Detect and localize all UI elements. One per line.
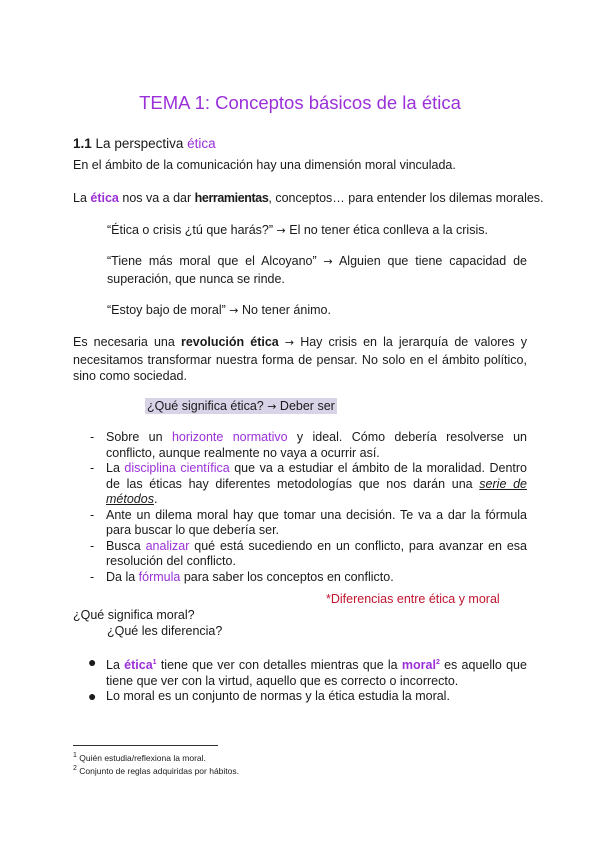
list-item xyxy=(73,539,527,570)
underlined-term: serie de métodos xyxy=(106,476,527,506)
section-heading xyxy=(73,136,216,152)
footnote-number: 1 xyxy=(73,752,77,759)
highlighted-term: analizar xyxy=(145,538,190,553)
text-span: Da la xyxy=(106,569,136,584)
quote-1 xyxy=(107,222,488,239)
section-highlight: ética xyxy=(187,136,216,151)
paragraph-3 xyxy=(73,334,527,385)
arrow-icon: → xyxy=(276,224,286,237)
footnote-2 xyxy=(73,763,239,777)
question-answer: Deber ser xyxy=(279,399,335,413)
list-item xyxy=(73,655,527,689)
question-etica xyxy=(145,398,337,415)
paragraph-1: En el ámbito de la comunicación hay una dimensión moral vinculada. xyxy=(73,158,456,172)
keyword-moral: moral xyxy=(401,658,436,673)
text-span: y ideal. Cómo debería resolverse un conflicto, aunque realmente no vaya a ocurrir así. xyxy=(106,430,528,460)
text-span: Ante un dilema moral hay que tomar una decisión. Te va a dar la fórmula para buscar lo que debería ser. xyxy=(106,507,527,537)
section-number: 1.1 xyxy=(73,136,92,151)
keyword-herramientas: herramientas xyxy=(194,191,269,205)
quote-explanation: Alguien que tiene capacidad de superación, que nunca se rinde. xyxy=(107,254,527,286)
quote-2 xyxy=(107,253,527,287)
arrow-icon: → xyxy=(267,400,277,413)
footnote-text: Conjunto de reglas adquiridas por hábitos. xyxy=(79,765,239,776)
footnote-1 xyxy=(73,750,206,764)
dash-bullet: - xyxy=(90,538,95,553)
page-title: TEMA 1: Conceptos básicos de la ética xyxy=(139,92,461,113)
quote-3 xyxy=(107,302,331,319)
arrow-icon: → xyxy=(284,336,295,349)
dot-bullet: ● xyxy=(88,654,97,670)
text-span: nos va a dar xyxy=(122,191,192,205)
list-item xyxy=(73,689,527,705)
keyword-etica: ética xyxy=(90,191,119,205)
text-span: La xyxy=(106,461,120,475)
quote-explanation: El no tener ética conlleva a la crisis. xyxy=(289,223,488,237)
list-item xyxy=(73,430,527,461)
arrow-icon: → xyxy=(229,304,239,317)
quote-text: “Tiene más moral que el Alcoyano” xyxy=(107,254,317,268)
keyword-etica: ética xyxy=(124,658,153,673)
footnote-text: Quién estudia/reflexiona la moral. xyxy=(79,752,206,763)
question-moral: ¿Qué significa moral? xyxy=(73,608,195,622)
footnote-ref-1: 1 xyxy=(152,659,157,666)
footnote-divider xyxy=(73,745,218,746)
quote-text: “Estoy bajo de moral” xyxy=(107,303,226,317)
dash-bullet: - xyxy=(90,569,95,584)
dash-bullet: - xyxy=(90,461,95,475)
section-text: La perspectiva xyxy=(95,136,184,151)
text-span: Busca xyxy=(106,538,141,553)
text-span: para saber los conceptos en conflicto. xyxy=(183,569,394,584)
text-span: Hay crisis en la jerarquía de valores y necesitamos transformar nuestra forma de pensar. No solo en el ámbito político, sino como sociedad. xyxy=(73,335,527,383)
text-span: Sobre un xyxy=(106,430,163,444)
dash-bullet: - xyxy=(90,430,95,444)
dot-bullet: ● xyxy=(88,688,97,705)
text-span: Lo moral es un conjunto de normas y la ética estudia la moral. xyxy=(106,689,450,704)
quote-explanation: No tener ánimo. xyxy=(242,303,331,317)
note-differences: *Diferencias entre ética y moral xyxy=(326,592,500,606)
footnote-number: 2 xyxy=(73,765,77,772)
highlighted-term: disciplina científica xyxy=(124,461,230,475)
list-item xyxy=(73,461,527,508)
highlighted-question xyxy=(145,398,337,414)
quote-text: “Ética o crisis ¿tú que harás?” xyxy=(107,223,274,237)
text-span: La xyxy=(106,658,120,673)
question-text: ¿Qué significa ética? xyxy=(147,399,264,413)
highlighted-term: horizonte normativo xyxy=(171,430,288,444)
text-span: Es necesaria una xyxy=(73,335,175,349)
text-span: es aquello que tiene que ver con la virtud, aquello que es correcto o incorrecto. xyxy=(106,658,527,688)
text-span: tiene que ver con detalles mientras que la xyxy=(160,658,398,673)
text-span: . xyxy=(153,492,158,506)
paragraph-2 xyxy=(73,190,544,206)
highlighted-term: fórmula xyxy=(138,569,181,584)
differences-list xyxy=(73,655,527,705)
text-span: La xyxy=(73,191,87,205)
definition-list xyxy=(73,430,527,585)
keyword-revolucion-etica: revolución ética xyxy=(180,335,279,349)
arrow-icon: → xyxy=(323,255,333,268)
footnote-ref-2: 2 xyxy=(435,659,440,666)
question-diferencia: ¿Qué les diferencia? xyxy=(107,624,223,638)
dash-bullet: - xyxy=(90,507,95,522)
text-span: que va a estudiar el ámbito de la moralidad. Dentro de las éticas hay diferentes metodologías que nos darán una xyxy=(106,461,528,491)
list-item xyxy=(73,508,527,539)
list-item xyxy=(73,570,527,586)
text-span: qué está sucediendo en un conflicto, para avanzar en esa resolución del conflicto. xyxy=(106,538,527,568)
text-span: , conceptos… para entender los dilemas morales. xyxy=(268,191,544,205)
